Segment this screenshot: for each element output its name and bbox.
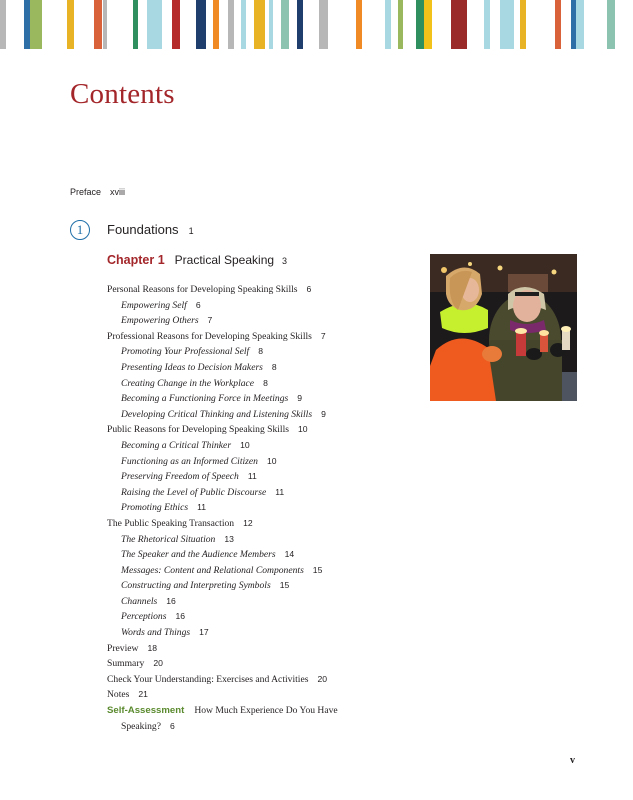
toc-entry-title: Notes bbox=[107, 689, 130, 701]
toc-entry-page: 12 bbox=[243, 517, 253, 528]
toc-entry-page: 8 bbox=[258, 346, 263, 357]
toc-entry-title: Becoming a Critical Thinker bbox=[121, 439, 232, 451]
toc-section[interactable] bbox=[107, 422, 407, 438]
toc-entry-page: 8 bbox=[271, 361, 277, 372]
color-stripe bbox=[172, 0, 180, 49]
toc-entry-title: The Rhetorical Situation bbox=[121, 533, 216, 545]
part-page: 1 bbox=[188, 226, 194, 236]
toc-subsection[interactable] bbox=[107, 500, 407, 516]
toc-entry-title: Constructing and Interpreting Symbols bbox=[121, 580, 271, 592]
toc-entry-title: Messages: Content and Relational Components bbox=[121, 564, 304, 576]
color-stripe bbox=[385, 0, 391, 49]
toc-subsection[interactable] bbox=[107, 594, 407, 610]
color-stripe bbox=[356, 0, 362, 49]
toc-entry-page: 7 bbox=[320, 330, 326, 341]
color-stripe bbox=[67, 0, 74, 49]
toc-subsection[interactable] bbox=[107, 625, 407, 641]
toc-entry-title: Functioning as an Informed Citizen bbox=[121, 455, 258, 467]
toc-section[interactable] bbox=[107, 516, 407, 532]
toc-subsection[interactable] bbox=[107, 532, 407, 548]
color-stripe bbox=[103, 0, 107, 49]
toc-entry-title: Empowering Others bbox=[121, 315, 199, 327]
toc-entry-title: Summary bbox=[107, 658, 145, 670]
color-stripe bbox=[319, 0, 328, 49]
part-number-badge: 1 bbox=[70, 220, 90, 240]
toc-subsection[interactable] bbox=[107, 407, 407, 423]
toc-entry-title: Presenting Ideas to Decision Makers bbox=[121, 361, 263, 373]
toc-subsection[interactable] bbox=[107, 376, 407, 392]
toc-entry-page: 20 bbox=[153, 658, 163, 669]
color-stripe bbox=[228, 0, 234, 49]
toc-subsection[interactable] bbox=[107, 454, 407, 470]
toc-subsection[interactable] bbox=[107, 563, 407, 579]
toc-subsection[interactable] bbox=[107, 578, 407, 594]
toc-chapter[interactable] bbox=[107, 251, 287, 269]
toc-entry-title: Channels bbox=[121, 595, 158, 607]
toc-subsection[interactable] bbox=[107, 344, 407, 360]
self-assessment-title: How Much Experience Do You Have bbox=[194, 705, 338, 716]
toc-entry-page: 9 bbox=[321, 408, 326, 419]
toc-entry-page: 16 bbox=[166, 595, 176, 606]
color-stripe bbox=[424, 0, 432, 49]
self-assessment-title-continued: Speaking? bbox=[121, 720, 161, 732]
preface-page: xviii bbox=[110, 187, 126, 197]
toc-entry-page: 11 bbox=[275, 486, 285, 497]
toc-subsection[interactable] bbox=[107, 313, 407, 329]
color-stripe bbox=[520, 0, 526, 49]
color-stripe bbox=[213, 0, 219, 49]
part-title: Foundations bbox=[107, 222, 179, 237]
toc-entry-title: Promoting Your Professional Self bbox=[121, 346, 250, 358]
toc-entry-page: 20 bbox=[317, 673, 327, 684]
color-stripe bbox=[133, 0, 138, 49]
page-folio: v bbox=[570, 755, 575, 766]
preface-label: Preface bbox=[70, 187, 102, 197]
toc-subsection[interactable] bbox=[107, 609, 407, 625]
color-stripe bbox=[297, 0, 303, 49]
color-stripe bbox=[147, 0, 162, 49]
toc-entry-title: Preview bbox=[107, 642, 139, 654]
toc-subsection[interactable] bbox=[107, 438, 407, 454]
toc-subsection[interactable] bbox=[107, 360, 407, 376]
toc-subsection[interactable] bbox=[107, 469, 407, 485]
toc-section[interactable] bbox=[107, 687, 407, 703]
toc-entry-page: 11 bbox=[247, 471, 257, 482]
toc-entry-title: Promoting Ethics bbox=[121, 502, 189, 514]
color-stripe bbox=[576, 0, 584, 49]
toc-entry-title: Professional Reasons for Developing Speaking Skills bbox=[107, 330, 312, 342]
toc-self-assessment[interactable] bbox=[107, 703, 427, 734]
color-stripe bbox=[241, 0, 246, 49]
toc-entry-page: 6 bbox=[306, 284, 312, 294]
toc-entry-title: Words and Things bbox=[121, 627, 191, 639]
chapter-label: Chapter 1 bbox=[107, 253, 165, 267]
toc-section[interactable] bbox=[107, 282, 407, 298]
toc-subsection[interactable] bbox=[107, 298, 407, 314]
toc-entry-page: 8 bbox=[263, 377, 268, 388]
color-stripe bbox=[398, 0, 403, 49]
toc-entry-page: 10 bbox=[266, 455, 277, 466]
color-stripe bbox=[451, 0, 467, 49]
toc-entry-title: Public Reasons for Developing Speaking Skills bbox=[107, 424, 290, 436]
color-stripe bbox=[484, 0, 490, 49]
color-stripe bbox=[94, 0, 102, 49]
toc-entry-title: Check Your Understanding: Exercises and Activities bbox=[107, 673, 309, 685]
toc-entry-page: 15 bbox=[279, 580, 290, 591]
toc-entry-page: 13 bbox=[224, 533, 234, 544]
toc-entry-title: Perceptions bbox=[121, 611, 167, 623]
toc-entry-title: Developing Critical Thinking and Listening Skills bbox=[121, 408, 313, 420]
toc-entry-page: 10 bbox=[298, 424, 308, 435]
color-stripe bbox=[555, 0, 561, 49]
toc-entry-title: The Speaker and the Audience Members bbox=[121, 549, 276, 561]
toc-entry-page: 9 bbox=[297, 393, 303, 404]
toc-entry-page: 16 bbox=[175, 611, 186, 622]
toc-subsection[interactable] bbox=[107, 391, 407, 407]
toc-entry-title: Creating Change in the Workplace bbox=[121, 377, 255, 389]
toc-section[interactable] bbox=[107, 329, 407, 345]
self-assessment-page: 6 bbox=[169, 720, 175, 731]
color-stripe bbox=[0, 0, 6, 49]
toc-entry-page: 21 bbox=[138, 689, 148, 700]
toc-section[interactable] bbox=[107, 656, 407, 672]
toc-subsection[interactable] bbox=[107, 485, 407, 501]
toc-entry-title: Becoming a Functioning Force in Meetings bbox=[121, 393, 289, 405]
color-stripe bbox=[607, 0, 615, 49]
toc-part[interactable] bbox=[107, 222, 194, 237]
color-stripe bbox=[269, 0, 273, 49]
toc-entry-page: 18 bbox=[147, 642, 157, 653]
color-stripe bbox=[196, 0, 206, 49]
toc-preface[interactable] bbox=[70, 187, 125, 197]
toc-section[interactable] bbox=[107, 641, 407, 657]
color-stripe bbox=[281, 0, 289, 49]
toc-entry-title: The Public Speaking Transaction bbox=[107, 517, 235, 529]
toc-entry-title: Preserving Freedom of Speech bbox=[121, 471, 239, 483]
chapter-title: Practical Speaking bbox=[174, 253, 275, 267]
toc-entry-title: Raising the Level of Public Discourse bbox=[121, 486, 267, 498]
toc-entry-title: Empowering Self bbox=[121, 299, 187, 311]
chapter-photo bbox=[430, 254, 577, 401]
color-stripe bbox=[254, 0, 265, 49]
toc-section[interactable] bbox=[107, 672, 407, 688]
toc-entries bbox=[107, 282, 407, 703]
toc-entry-page: 11 bbox=[197, 502, 206, 513]
color-stripe bbox=[500, 0, 514, 49]
chapter-page: 3 bbox=[282, 256, 288, 266]
self-assessment-label: Self-Assessment bbox=[107, 705, 185, 716]
toc-entry-title: Personal Reasons for Developing Speaking Skills bbox=[107, 284, 298, 295]
decorative-color-stripes bbox=[0, 0, 633, 49]
toc-entry-page: 14 bbox=[284, 549, 295, 560]
color-stripe bbox=[30, 0, 42, 49]
color-stripe bbox=[416, 0, 424, 49]
toc-entry-page: 7 bbox=[207, 315, 213, 326]
toc-entry-page: 17 bbox=[199, 627, 209, 638]
toc-entry-page: 6 bbox=[195, 299, 201, 310]
toc-entry-page: 15 bbox=[312, 564, 323, 575]
page-title: Contents bbox=[70, 78, 175, 110]
toc-subsection[interactable] bbox=[107, 547, 407, 563]
toc-entry-page: 10 bbox=[240, 439, 250, 450]
